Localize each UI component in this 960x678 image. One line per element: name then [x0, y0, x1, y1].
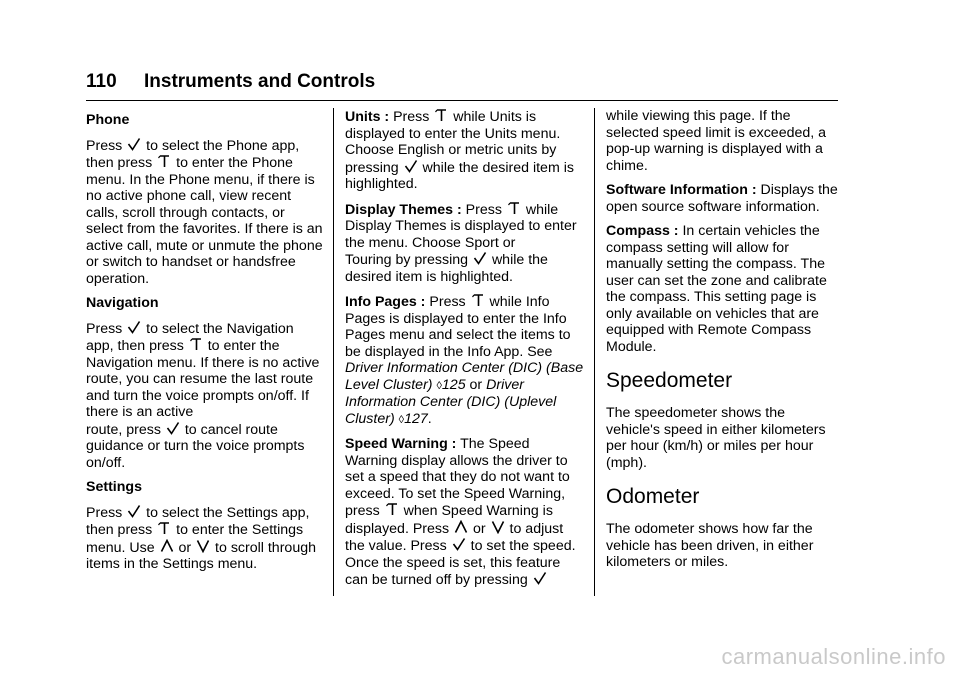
- thumbwheel-right-icon: [507, 201, 521, 215]
- cross-reference-link[interactable]: Driver Information Center (DIC) (Base Level Cluster): [345, 360, 584, 393]
- label: Software Information :: [606, 182, 757, 198]
- odometer-paragraph: The odometer shows how far the vehicle has been driven, in either kilometers or miles.: [606, 521, 814, 570]
- label: Display Themes :: [345, 201, 462, 218]
- text: to select the Navigation: [146, 320, 294, 337]
- label: Info Pages :: [345, 294, 426, 310]
- text: to enter the Phone menu. In the Phone menu, if there is no active phone call, view recent calls, scroll through contacts, or select from the favorites. If there is an active call, mute or unmute the phone or switch to handset or handsfree operation.: [86, 155, 323, 287]
- text: while Units is displayed to enter the Units menu. Choose English or metric units by: [345, 109, 561, 158]
- label: Units :: [345, 109, 390, 125]
- text: The Speed Warning display allows the driver to set a speed that they do not want to exceed. To set the Speed Warning,: [345, 436, 570, 502]
- page-ref[interactable]: 127: [404, 410, 428, 427]
- settings-heading: Settings: [86, 479, 142, 495]
- text: app, then press: [86, 338, 184, 354]
- text: to scroll through items in the Settings menu.: [86, 539, 316, 572]
- settings-paragraph: [86, 504, 324, 573]
- text: to select the Phone app,: [146, 137, 300, 154]
- column-1: [86, 108, 324, 581]
- text: Press: [465, 201, 502, 218]
- thumbwheel-right-icon: [385, 502, 399, 516]
- column-divider: [594, 108, 595, 596]
- text: to adjust: [509, 520, 564, 537]
- text: while Display Themes is displayed to enter the menu. Choose Sport or: [345, 201, 577, 251]
- label: Speed Warning :: [345, 436, 457, 452]
- checkmark-icon: [127, 320, 141, 334]
- page-number: 110: [86, 71, 117, 92]
- speed-warning-paragraph: [345, 436, 585, 589]
- text: Press: [86, 504, 123, 521]
- text: pressing: [345, 159, 399, 176]
- odometer-heading: Odometer: [606, 485, 700, 508]
- text: while the desired item is highlighted.: [345, 159, 574, 192]
- column-divider: [333, 108, 334, 596]
- text: Press: [429, 294, 466, 310]
- software-information-paragraph: [606, 182, 838, 215]
- text: while the desired item is highlighted.: [345, 252, 548, 285]
- watermark: carmanualsonline.info: [721, 644, 946, 669]
- text: or: [473, 520, 486, 537]
- navigation-heading: Navigation: [86, 295, 159, 311]
- speedometer-paragraph: The speedometer shows the vehicle's speed in either kilometers per hour (km/h) or miles per hour (mph).: [606, 405, 826, 471]
- text: or: [178, 539, 192, 556]
- speed-warning-continued: while viewing this page. If the selected speed limit is exceeded, a pop-up warning is displayed with a chime.: [606, 108, 827, 174]
- display-themes-paragraph: [345, 201, 585, 286]
- text: to cancel route guidance or turn the voice prompts on/off.: [86, 421, 305, 471]
- text: route, press: [86, 421, 161, 438]
- checkmark-icon: [127, 504, 141, 518]
- thumbwheel-right-icon: [157, 154, 171, 168]
- text: press: [345, 503, 380, 519]
- chevron-down-icon: [491, 520, 505, 534]
- chevron-down-icon: [196, 539, 210, 553]
- text: Touring by pressing: [345, 252, 469, 268]
- cross-reference-link[interactable]: Driver Information Center (DIC) (Uplevel Cluster): [345, 376, 557, 427]
- text: the value. Press: [345, 538, 447, 554]
- page-ref-icon: ◊: [398, 413, 405, 426]
- thumbwheel-right-icon: [471, 293, 485, 307]
- chevron-up-icon: [160, 539, 174, 553]
- checkmark-icon: [127, 137, 141, 151]
- text: to select the Settings app,: [146, 504, 310, 521]
- checkmark-icon: [473, 251, 487, 265]
- chevron-up-icon: [454, 520, 468, 534]
- text: Displays the open source software information.: [606, 182, 838, 215]
- text: or: [469, 376, 483, 393]
- navigation-paragraph: [86, 320, 324, 472]
- text: Press: [393, 109, 430, 125]
- text: menu. Use: [86, 539, 155, 556]
- text: to set the speed. Once the speed is set, this feature: [345, 538, 576, 571]
- thumbwheel-right-icon: [157, 521, 171, 535]
- checkmark-icon: [533, 571, 547, 585]
- text: displayed. Press: [345, 520, 450, 537]
- text: when Speed Warning is: [403, 503, 553, 519]
- label: Compass :: [606, 223, 679, 239]
- text: then press: [86, 522, 153, 538]
- compass-paragraph: [606, 223, 838, 355]
- phone-heading: Phone: [86, 112, 130, 128]
- text: Press: [86, 320, 123, 337]
- info-pages-paragraph: [345, 293, 585, 428]
- page-ref-icon: ◊: [436, 379, 442, 392]
- checkmark-icon: [404, 159, 418, 173]
- text: can be turned off by pressing: [345, 572, 528, 588]
- units-paragraph: [345, 108, 585, 193]
- text: to enter the Navigation menu. If there is no active route, you can resume the last route and turn the voice prompts on/off. If there is an active: [86, 338, 320, 420]
- thumbwheel-right-icon: [189, 337, 203, 351]
- page-header: [86, 70, 838, 101]
- phone-paragraph: [86, 137, 324, 288]
- thumbwheel-right-icon: [434, 108, 448, 122]
- column-2: [345, 108, 585, 597]
- checkmark-icon: [452, 537, 466, 551]
- page-ref[interactable]: 125: [441, 376, 466, 393]
- checkmark-icon: [166, 421, 180, 435]
- text: to enter the Settings: [176, 522, 304, 538]
- text: Press: [86, 137, 123, 154]
- speedometer-heading: Speedometer: [606, 369, 733, 392]
- text: In certain vehicles the compass setting will allow for manually setting the compass. The user can set the zone and calibrate the compass. This setting page is only available on vehicles that are equipped with Remote Compass Module.: [606, 223, 827, 355]
- page-title: Instruments and Controls: [144, 71, 376, 92]
- text: .: [427, 410, 432, 427]
- text: then press: [86, 155, 153, 171]
- column-3: [606, 108, 838, 579]
- text: while Info Pages is displayed to enter the Info Pages menu and select the items to be displayed in the Info App. See: [345, 294, 571, 360]
